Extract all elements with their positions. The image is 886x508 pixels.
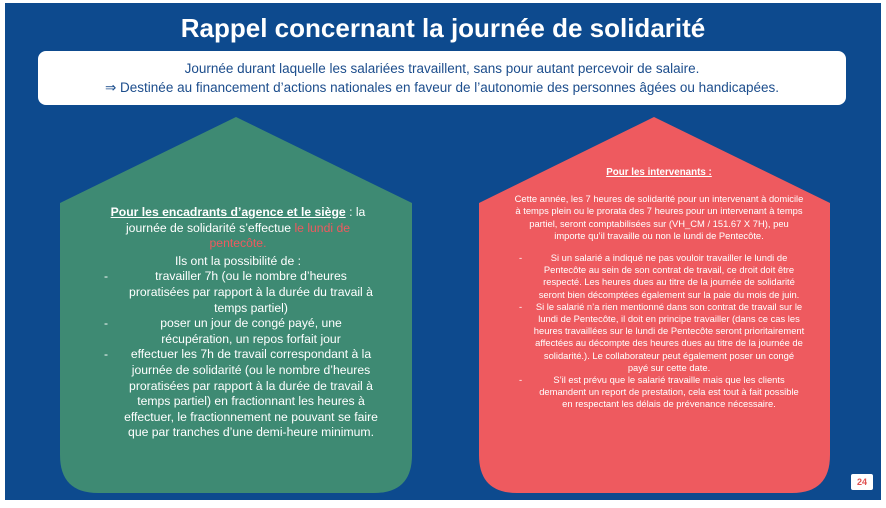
intervenants-intro: Cette année, les 7 heures de solidarité pour un intervenant à domicile à temps plein ou le prorata des 7 heures pour un intervenant à temps partiel, seront comptabilisées sur (VH_CM / 151.67 X 7H), peu importe qu’il travaille ou non le lundi de Pentecôte.: [514, 193, 804, 241]
list-item: - poser un jour de congé payé, une récupération, un repos forfait jour: [98, 316, 378, 347]
list-item: - Si un salarié a indiqué ne pas vouloir travailler le lundi de Pentecôte au sein de son contrat de travail, ce droit doit être respecté. Les heures dues au titre de la journée de solidarité seront bien décomptées également sur la paie du mois de juin.: [513, 252, 805, 301]
intervenants-content: [513, 167, 805, 411]
encadrants-subtitle: Ils ont la possibilité de :: [174, 253, 301, 268]
intervenants-house: [477, 115, 832, 495]
encadrants-content: [98, 205, 378, 441]
banner-line-2: ⇒ Destinée au financement d’actions nationales en faveur de l’autonomie des personnes âgées ou handicapées.: [104, 80, 779, 95]
encadrants-options-list: [98, 269, 378, 441]
list-item: - effectuer les 7h de travail correspondant à la journée de solidarité (ou le nombre d’heures proratisées par rapport à la durée de travail à temps partiel) en fractionnant les heures à effectuer, le fractionnement ne pouvant se faire que par tranches d’une demi-heure minimum.: [98, 347, 378, 441]
slide: [5, 3, 881, 500]
banner-line-1: Journée durant laquelle les salariées travaillent, sans pour autant percevoir de salaire.: [184, 61, 700, 76]
encadrants-house: [58, 115, 414, 495]
encadrants-intro: : la journée de solidarité s’effectue: [125, 205, 366, 235]
list-item: - travailler 7h (ou le nombre d’heures proratisées par rapport à la durée du travail à temps partiel): [98, 269, 378, 316]
list-item: - S’il est prévu que le salarié travaille mais que les clients demandent un report de prestation, cela est tout à fait possible en respectant les délais de prévenance nécessaire.: [513, 374, 805, 411]
encadrants-heading: Pour les encadrants d’agence et le siège: [110, 205, 346, 219]
encadrants-highlight: le lundi de pentecôte.: [209, 220, 351, 251]
definition-banner: [38, 51, 846, 105]
list-item: - Si le salarié n’a rien mentionné dans son contrat de travail sur le lundi de Pentecôte, il doit en principe travailler (dans ce cas les heures travaillées sur le lundi de Pentecôte seront prioritairement affectées au décompte des heures dues au titre de la journée de solidarité.). Le collaborateur peut également poser un congé payé sur cette date.: [513, 301, 805, 374]
page-number: 24: [851, 474, 873, 490]
slide-title: Rappel concernant la journée de solidarité: [180, 13, 706, 43]
intervenants-rules-list: [513, 252, 805, 411]
intervenants-heading: Pour les intervenants :: [606, 167, 712, 178]
